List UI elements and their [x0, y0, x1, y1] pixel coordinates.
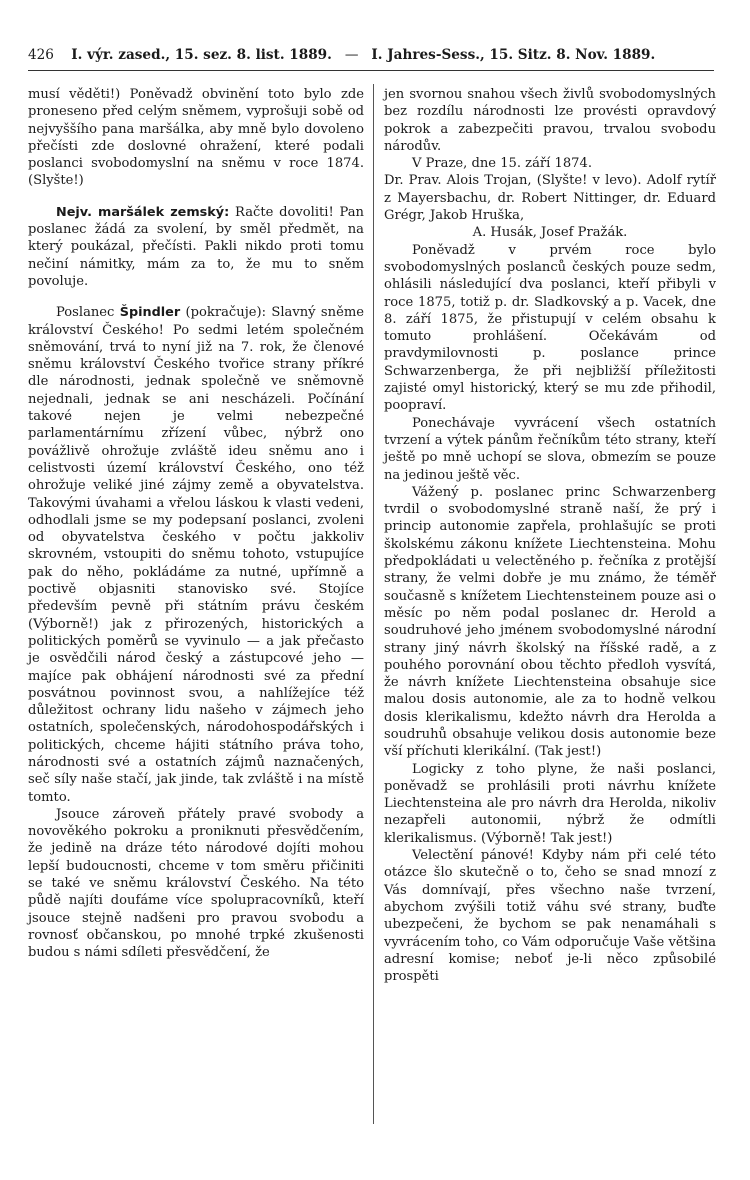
signatories-line: A. Husák, Josef Pražák.: [472, 225, 628, 241]
paragraph: Ponechávaje vyvrácení všech ostatních tvrzení a výtek pánům řečníkům této strany, kteří ještě po mně uchopí se slova, obmezím se pouze na jedinou ještě věc.: [384, 415, 716, 483]
signatories: [384, 172, 716, 241]
paragraph-text: Račte dovoliti! Pan poslanec žádá za svolení, by směl předmět, na který poukázal, přečísti. Pakli nikdo proti tomu nečiní námitky, mám za to, že mu to sněm povoluje.: [28, 204, 364, 289]
paragraph: Logicky z toho plyne, že naši poslanci, poněvadž se prohlásili proti návrhu knížete Liechtensteina ale pro návrh dra Herolda, nikoliv nezapřeli autonomii, nýbrž že odmítli klerikalismus. (Výborně! Tak jest!): [384, 761, 716, 846]
column-divider: [373, 84, 374, 1124]
paragraph: [28, 304, 364, 806]
header-separator: —: [344, 47, 359, 63]
header-title-czech: I. výr. zased., 15. sez. 8. list. 1889.: [71, 47, 332, 63]
running-header: [28, 47, 714, 71]
paragraph: musí věděti!) Poněvadž obvinění toto bylo zde proneseno před celým sněmem, vyprošuji sobě od nejvyššího pana maršálka, aby mně bylo dovoleno přečísti zde doslovné ohražení, které podali poslanci svobodomyslní na sněmu v roce 1874. (Slyšte!): [28, 87, 364, 189]
paragraph: [28, 204, 364, 290]
right-column: [384, 86, 716, 985]
signatories-line: Dr. Prav. Alois Trojan, (Slyšte! v levo). Adolf rytíř z Mayersbachu, dr. Robert Nittinger, dr. Eduard Grégr, Jakob Hruška,: [384, 173, 716, 224]
page-number: 426: [28, 47, 54, 63]
paragraph: Velectění pánové! Kdyby nám při celé této otázce šlo skutečně o to, čeho se snad mnozí z Vás domnívají, přes všechno naše tvrzení, abychom zvýšili totiž váhu své strany, buďte ubezpečeni, že bychom se pak nenamáhali s vyvrácením toho, co Vám odporučuje Vaše většina adresní komise; neboť je-li něco způsobilé prospěti: [384, 848, 716, 985]
speaker-name: Špindler: [119, 305, 181, 321]
header-title-german: I. Jahres-Sess., 15. Sitz. 8. Nov. 1889.: [371, 47, 656, 63]
signature-place-date: V Praze, dne 15. září 1874.: [412, 156, 592, 172]
header-rule: [28, 70, 714, 71]
paragraph: jen svornou snahou všech živlů svobodomyslných bez rozdílu národnosti lze provésti opravdový pokrok a zabezpečiti pravou, trvalou svobodu národův.: [384, 87, 716, 154]
speaker-intro: Poslanec: [56, 305, 120, 321]
paragraph-text: (pokračuje): Slavný sněme království Českého! Po sedmi letém společném sněmování, trvá to nyní již na 7. rok, že členové sněmu království Českého tvořice strany příkré dle národnosti, jednak společně ve sněmovně nejednali, jednak se ani nescházeli. Počínání takové nejen je velmi nebezpečné parlamentárnímu zřízení vůbec, nýbrž ono povážlivě ohrožuje zvláště ideu sněmu ano i celistvosti území království Českého, ono též ohrožuje veliké jiné zájmy země a obyvatelstva. Takovými úvahami a vřelou láskou k vlasti vedeni, odhodlali jsme se my podepsaní poslanci, zvoleni od obyvatelstva českého v počtu jakkoliv skrovném, vstoupiti do sněmu tohoto, vstupujíce pak do něho, pokládáme za nutné, upřímně a poctivě objasniti stanovisko své. Stojíce především pevně při státním právu českém (Výborně!) jak z přirozených, historických a politických poměrů se vyvinulo — a jak přečasto je osvědčili národ český a zástupcové jeho — majíce pak obhájení národnosti své za přední posvátnou povinnost svou, a nahlížejíce též důležitost ochrany lidu našeho v zájmech jeho ostatních, společenských, národohospodářských i politických, chceme hájiti státního práva toho, národnosti své a ostatních zájmů naznačených, seč síly naše stačí, jak jinde, tak zvláště i na místě tomto.: [28, 305, 364, 805]
speaker-name: Nejv. maršálek zemský:: [56, 204, 230, 220]
paragraph: Vážený p. poslanec princ Schwarzenberg tvrdil o svobodomyslné straně naší, že prý i princip autonomie zapřela, prohlašujíc se proti školskému zákonu knížete Liechtensteina. Mohu předpokládati u velectěného p. řečníka z protější strany, že velmi dobře je mu známo, že téměř současně s knížetem Liechtensteinem pouze asi o měsíc po něm podal poslanec dr. Herold a soudruhové jeho jménem svobodomyslné národní strany jiný návrh školský na říšské radě, a z pouhého porovnání obou těchto předloh vysvítá, že návrh knížete Liechtensteina obsahuje sice malou dosis autonomie, ale za to hodně velkou dosis klerikalismu, kdežto návrh dra Herolda a soudruhů obsahuje velikou dosis autonomie beze vší příchuti klerikální. (Tak jest!): [384, 484, 716, 760]
left-column: [28, 86, 364, 962]
paragraph: Poněvadž v prvém roce bylo svobodomyslných poslanců českých pouze sedm, ohlásili následující dva poslanci, kteří přibyli v roce 1875, totiž p. dr. Sladkovský a p. Vacek, dne 8. září 1875, že přistupují v celém obsahu k tomuto prohlášení. Očekávám od pravdymilovnosti p. poslance prince Schwarzenberga, že při nejbližší příležitosti zajisté omyl historický, který se mu zde přihodil, poopraví.: [384, 242, 716, 414]
paragraph: Jsouce zároveň přátely pravé svobody a novověkého pokroku a proniknuti přesvědčením, že jedině na dráze této národové dojíti mohou lepší budoucnosti, chceme v tom směru přičiniti se také ve sněmu království Českého. Na této půdě najíti doufáme více spolupracovníků, kteří jsouce stejně nadšeni pro pravou svobodu a rovnosť občanskou, po mnohé trpké zkušenosti budou s námi sdíleti přesvědčení, že: [28, 806, 364, 961]
